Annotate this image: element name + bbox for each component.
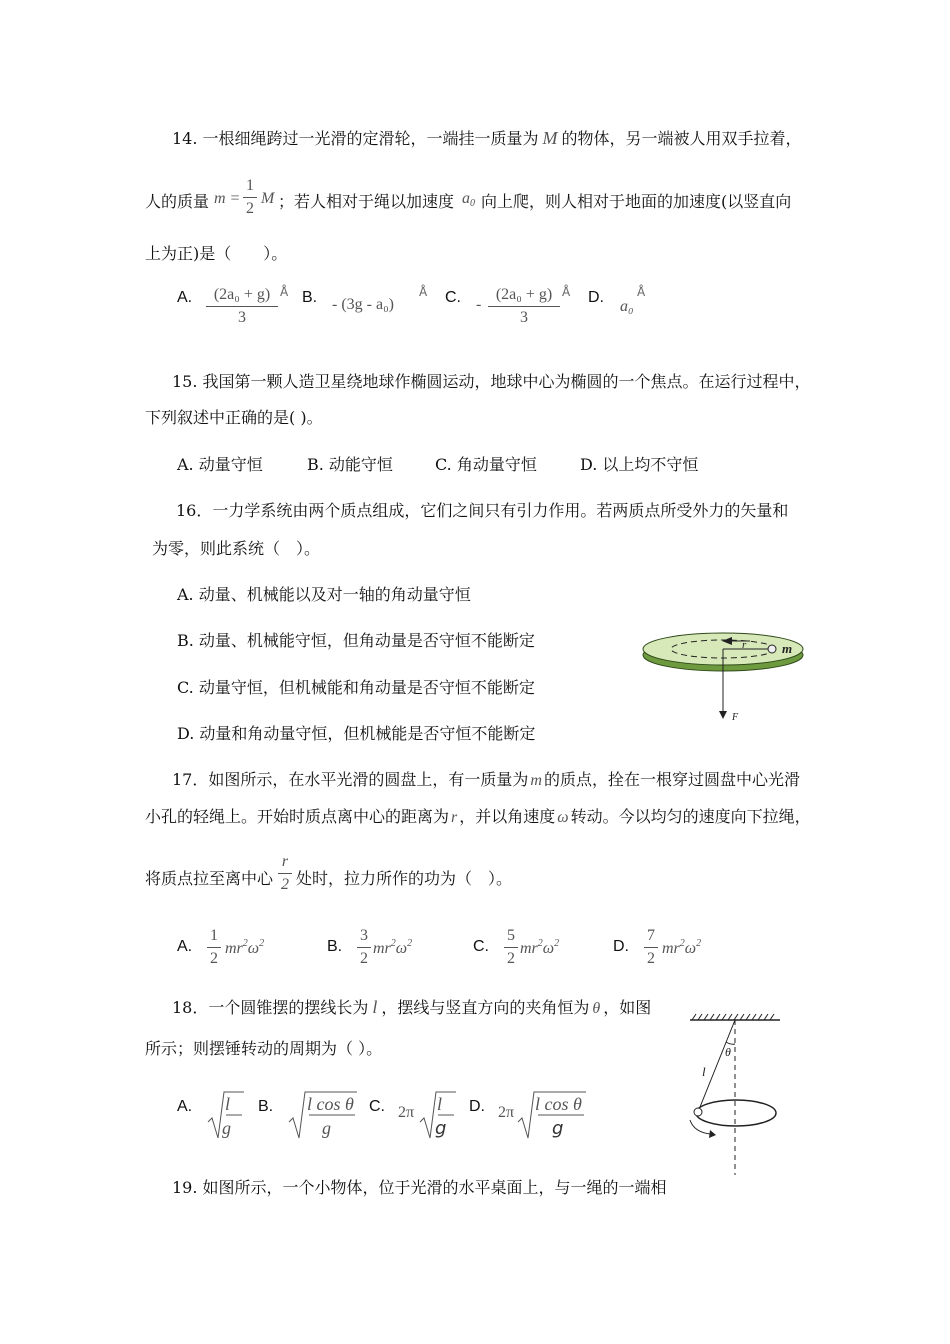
- q19-line1: 19. 如图所示，一个小物体，位于光滑的水平桌面上，与一绳的一端相: [172, 1178, 667, 1197]
- q15-optC: C. 角动量守恒: [435, 455, 537, 474]
- q14-optB-label: B.: [302, 289, 318, 306]
- q17-optA-expr: [225, 938, 264, 958]
- q17-r-num: r: [281, 853, 289, 870]
- q14-a0-sub: 0: [470, 198, 475, 209]
- q14-line3: 上为正)是（ ）。: [145, 244, 288, 263]
- q15-line2: 下列叙述中正确的是( )。: [145, 408, 323, 427]
- q17-optA-den: 2: [210, 950, 218, 967]
- q18-optC-label: C.: [369, 1098, 385, 1115]
- q17-optC-fraction: [504, 927, 518, 968]
- q14-half-fraction: [243, 177, 257, 218]
- rotation-arrowhead: [709, 1130, 716, 1138]
- expr-mr: mr: [373, 940, 391, 957]
- q17-optB-den: 2: [360, 950, 368, 967]
- q17-text-2c: 转动。今以均匀的速度向下拉绳，: [570, 807, 811, 826]
- expr-omega: ω: [542, 940, 555, 957]
- q14-line2-head: 人的质量: [145, 192, 210, 211]
- fig18-theta-label: θ: [725, 1045, 731, 1059]
- q18-text-1: 18．一个圆锥摆的摆线长为: [172, 998, 369, 1017]
- q17-line3-head: 将质点拉至离中心: [145, 869, 274, 888]
- expr-sup: 2: [679, 938, 685, 949]
- fraction-bar: [504, 947, 518, 948]
- q16-optD: D. 动量和角动量守恒，但机械能是否守恒不能断定: [177, 724, 536, 743]
- q18-optD-label: D.: [469, 1098, 485, 1115]
- q14-var-M2: M: [261, 190, 275, 207]
- q17-optD-num: 7: [647, 927, 655, 944]
- q17-text-1: 17．如图所示，在水平光滑的圆盘上，有一质量为: [172, 770, 529, 789]
- q17-text-2: 小孔的轻绳上。开始时质点离中心的距离为: [145, 807, 450, 826]
- q14-text-1: 14. 一根细绳跨过一光滑的定滑轮，一端挂一质量为: [172, 129, 539, 148]
- q17-optB-fraction: [357, 927, 371, 968]
- q17-var-r: r: [451, 809, 458, 826]
- fig17-r-label: r: [742, 639, 747, 651]
- q14-line2-mid: ；若人相对于绳以加速度: [278, 192, 455, 211]
- q14-optD-label: D.: [588, 289, 604, 306]
- q14-optD-glyph: Å: [637, 285, 646, 299]
- q18-optD-pre: 2π: [498, 1104, 515, 1121]
- q14-optD-expr: a₀: [620, 298, 634, 315]
- q17-optD-fraction: [644, 927, 658, 968]
- q17-optB-label: B.: [327, 938, 343, 955]
- q14-var-M: M: [542, 128, 558, 148]
- q17-line3-tail: 处时，拉力所作的功为（ ）。: [296, 869, 513, 888]
- conical-pendulum-figure: [682, 1010, 782, 1175]
- q14-half-den: 2: [246, 200, 254, 217]
- q17-optC-expr: [520, 938, 559, 958]
- q17-optB-num: 3: [360, 927, 368, 944]
- q14-optC-label: C.: [445, 289, 461, 306]
- q16-optB: B. 动量、机械能守恒，但角动量是否守恒不能断定: [177, 631, 535, 650]
- angle-arc: [726, 1042, 735, 1044]
- q15-optD: D. 以上均不守恒: [580, 455, 699, 474]
- q18-optA-label: A.: [177, 1098, 193, 1115]
- q17-optC-num: 5: [507, 927, 515, 944]
- q18-optC-num: l: [437, 1094, 443, 1114]
- q17-optC-label: C.: [473, 938, 489, 955]
- q15-line1: 15. 我国第一颗人造卫星绕地球作椭圆运动，地球中心为椭圆的一个焦点。在运行过程中，: [172, 372, 811, 391]
- q18-optB-label: B.: [258, 1098, 274, 1115]
- q17-optB-expr: [373, 938, 412, 958]
- expr-mr: mr: [225, 940, 243, 957]
- q17-optA-fraction: [207, 927, 221, 968]
- q17-line2: [145, 804, 811, 827]
- circular-path: [696, 1100, 776, 1126]
- q17-line1: [172, 767, 800, 790]
- q14-optB-glyph: Å: [419, 285, 428, 299]
- q16-optC: C. 动量守恒，但机械能和角动量是否守恒不能断定: [177, 678, 535, 697]
- fig18-l-label: l: [702, 1064, 706, 1079]
- q14-m-eq: m =: [214, 190, 241, 207]
- q18-optD-den: g: [552, 1118, 564, 1139]
- q14-optA-label: A.: [177, 289, 193, 306]
- expr-omega: ω: [395, 940, 408, 957]
- q18-line1: [172, 995, 651, 1018]
- fraction-bar: [206, 306, 278, 307]
- expr-sup: 2: [259, 938, 265, 949]
- q17-optA-num: 1: [210, 927, 218, 944]
- q14-optC-den: 3: [520, 309, 528, 326]
- expr-omega: ω: [247, 940, 260, 957]
- q18-var-l: l: [372, 997, 378, 1017]
- expr-mr: mr: [662, 940, 680, 957]
- q14-optC-glyph: Å: [562, 285, 571, 299]
- q16-line1: 16．一力学系统由两个质点组成，它们之间只有引力作用。若两质点所受外力的矢量和: [176, 501, 789, 520]
- q17-var-m: m: [530, 772, 542, 789]
- fig17-m-label: m: [782, 641, 793, 656]
- expr-sup: 2: [242, 938, 248, 949]
- expr-sup: 2: [696, 938, 702, 949]
- fraction-bar: [644, 947, 658, 948]
- q18-optB-den: g: [322, 1118, 331, 1138]
- q18-optB-num: l cos θ: [307, 1094, 354, 1114]
- ceiling-hatch: [692, 1014, 774, 1020]
- q14-text-1b: 的物体，另一端被人用双手拉着，: [561, 129, 802, 148]
- q18-optC-den: g: [435, 1118, 447, 1139]
- q14-optC-minus: -: [476, 296, 482, 313]
- q14-half-num: 1: [246, 177, 254, 194]
- q17-optD-expr: [662, 938, 701, 958]
- q17-optD-label: D.: [613, 938, 629, 955]
- mass-point: [768, 645, 776, 653]
- q18-optC-pre: 2π: [398, 1104, 415, 1121]
- q14-a0-base: a: [462, 190, 470, 207]
- fraction-bar: [488, 306, 560, 307]
- q18-line2: 所示；则摆锤转动的周期为（ ）。: [145, 1039, 383, 1058]
- q17-text-2b: ，并以角速度: [459, 807, 556, 826]
- q17-r-den: 2: [281, 876, 289, 893]
- q17-optA-label: A.: [177, 938, 193, 955]
- expr-sup: 2: [407, 938, 413, 949]
- q17-var-omega: ω: [557, 809, 569, 826]
- q18-optA-num: l: [225, 1094, 231, 1114]
- expr-sup: 2: [390, 938, 396, 949]
- pendulum-bob: [694, 1108, 702, 1116]
- expr-sup: 2: [554, 938, 560, 949]
- expr-omega: ω: [684, 940, 697, 957]
- q14-optC-fraction: [488, 286, 560, 327]
- q17-optD-den: 2: [647, 950, 655, 967]
- q14-optA-glyph: Å: [280, 285, 289, 299]
- q15-optA: A. 动量守恒: [177, 455, 263, 474]
- q17-text-1b: 的质点，拴在一根穿过圆盘中心光滑: [543, 770, 800, 789]
- rotating-disk-figure: [640, 625, 810, 725]
- q14-line2-tail: 向上爬，则人相对于地面的加速度(以竖直向: [481, 192, 792, 211]
- q17-r-half-fraction: [278, 853, 292, 894]
- fraction-bar: [243, 197, 257, 198]
- q16-optA: A. 动量、机械能以及对一轴的角动量守恒: [177, 585, 471, 604]
- fraction-bar: [207, 947, 221, 948]
- q18-optA-den: g: [222, 1118, 231, 1138]
- fraction-bar: [357, 947, 371, 948]
- fig17-F-label: F: [732, 712, 739, 723]
- q18-text-1b: ，摆线与竖直方向的夹角恒为: [381, 998, 590, 1017]
- fraction-bar: [278, 873, 292, 874]
- expr-sup: 2: [537, 938, 543, 949]
- q18-text-1c: ，如图: [603, 998, 652, 1017]
- q17-optC-den: 2: [507, 950, 515, 967]
- pull-arrow: [719, 711, 727, 719]
- q16-line2: 为零，则此系统（ ）。: [152, 539, 321, 558]
- q18-optD-num: l cos θ: [535, 1094, 582, 1114]
- q14-line1: [172, 126, 802, 149]
- q14-optA-fraction: [206, 286, 278, 327]
- q18-var-theta: θ: [592, 1000, 601, 1017]
- q14-optB-expr: - (3g - a₀): [332, 296, 394, 313]
- q14-optA-num: (2a₀ + g): [213, 286, 271, 303]
- q15-optB: B. 动能守恒: [307, 455, 393, 474]
- q14-optA-den: 3: [238, 309, 246, 326]
- q14-optC-num: (2a₀ + g): [495, 286, 553, 303]
- q14-a0: [462, 190, 475, 209]
- expr-mr: mr: [520, 940, 538, 957]
